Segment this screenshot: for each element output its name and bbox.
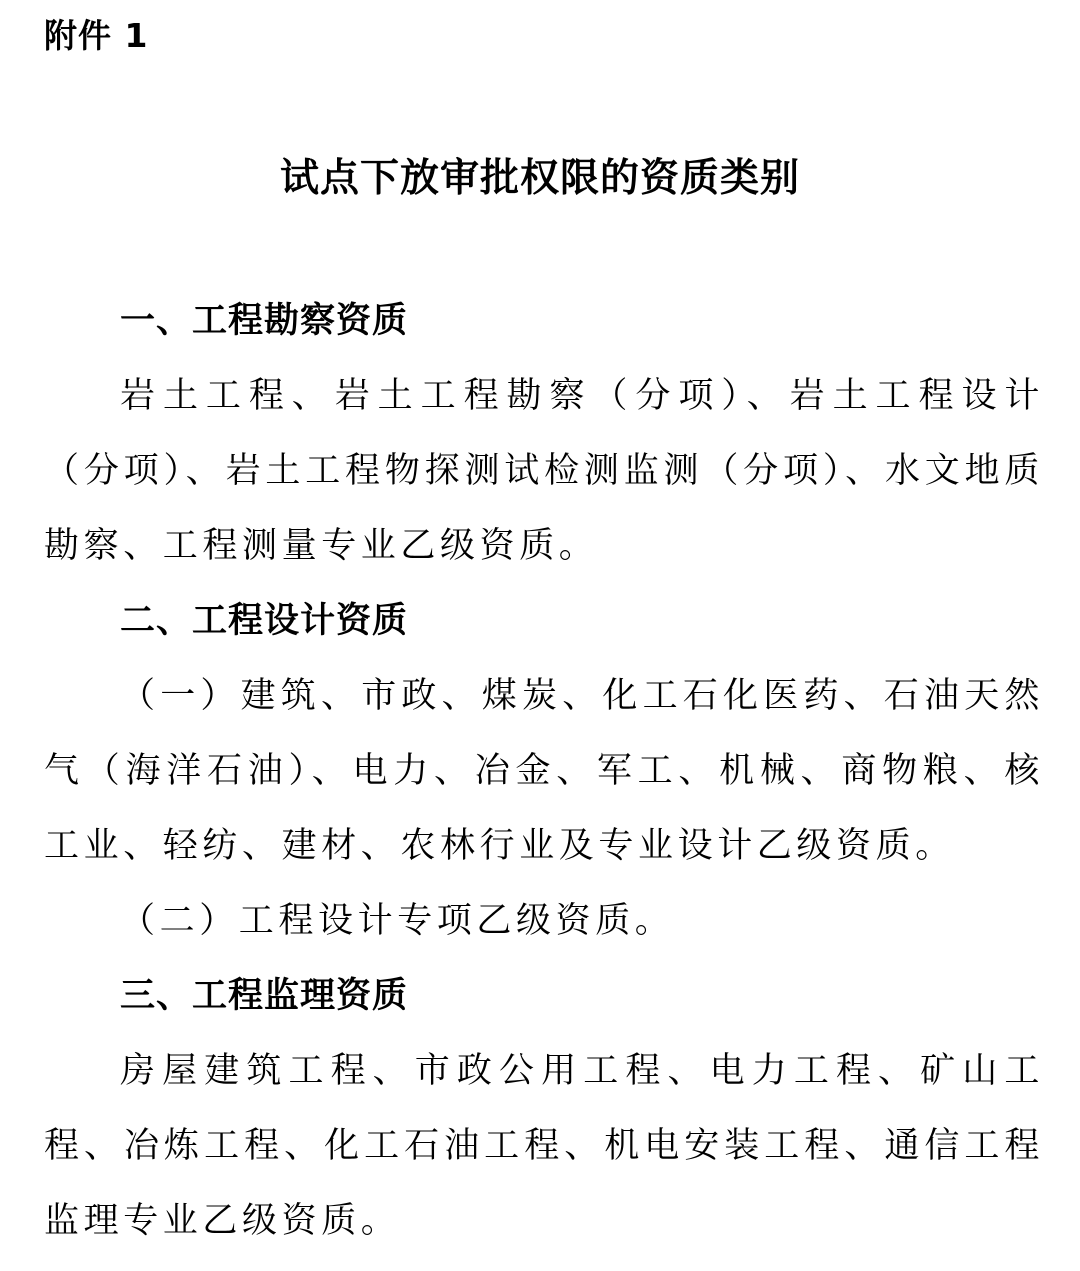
document-title: 试点下放审批权限的资质类别 bbox=[279, 156, 800, 201]
attachment-label: 附件 1 bbox=[44, 16, 149, 55]
section-paragraph-supervision: 房屋建筑工程、市政公用工程、电力工程、矿山工程、冶炼工程、化工石油工程、机电安装工程、通信工程监理专业乙级资质。 bbox=[44, 1051, 1044, 1241]
section-heading-survey: 一、工程勘察资质 bbox=[120, 301, 409, 341]
document-body bbox=[44, 284, 1044, 1259]
section-heading-supervision: 三、工程监理资质 bbox=[120, 976, 409, 1016]
section-paragraph-design-2: （二）工程设计专项乙级资质。 bbox=[120, 901, 675, 941]
section-paragraph-survey: 岩土工程、岩土工程勘察（分项）、岩土工程设计（分项）、岩土工程物探测试检测监测（分项）、水文地质勘察、工程测量专业乙级资质。 bbox=[44, 376, 1044, 566]
section-paragraph-design-1: （一）建筑、市政、煤炭、化工石化医药、石油天然气（海洋石油）、电力、冶金、军工、机械、商物粮、核工业、轻纺、建材、农林行业及专业设计乙级资质。 bbox=[44, 676, 1044, 866]
section-heading-design: 二、工程设计资质 bbox=[120, 601, 409, 641]
